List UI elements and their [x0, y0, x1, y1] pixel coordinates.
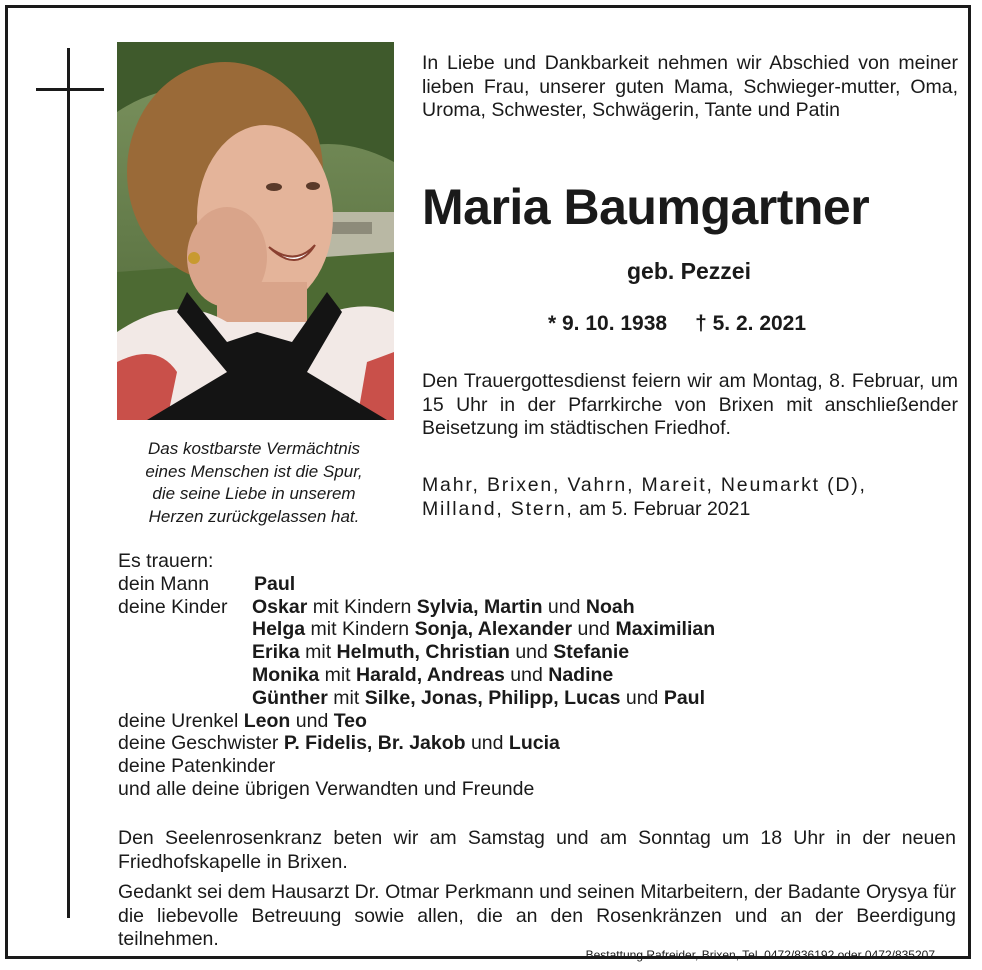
cross-vertical-bar: [67, 48, 70, 918]
portrait-photo: [117, 42, 394, 420]
places-line-2: Milland, Stern, am 5. Februar 2021: [422, 497, 751, 520]
quote-line: Herzen zurückgelassen hat.: [148, 506, 360, 526]
mourner-others: und alle deine übrigen Verwandten und Freunde: [118, 777, 535, 800]
acknowledgements: Gedankt sei dem Hausarzt Dr. Otmar Perkmann und seinen Mitarbeitern, der Badante Orysya für die liebevolle Betreuung sowie allen, die an den Rosenkränzen und an der Beerdigung teilnehmen.: [118, 881, 956, 950]
farewell-intro: In Liebe und Dankbarkeit nehmen wir Abschied von meiner lieben Frau, unserer guten Mama, Schwieger-mutter, Oma, Uroma, Schwester, Schwägerin, Tante und Patin: [422, 52, 958, 121]
mourner-siblings: deine Geschwister P. Fidelis, Br. Jakob und Lucia: [118, 732, 560, 755]
mourner-child: Günther mit Silke, Jonas, Philipp, Lucas und Paul: [252, 686, 705, 709]
rosary-info: Den Seelenrosenkranz beten wir am Samstag und am Sonntag um 18 Uhr in der neuen Friedhofskapelle in Brixen.: [118, 827, 956, 873]
birth-name: geb. Pezzei: [627, 258, 751, 284]
cross-horizontal-bar: [36, 88, 104, 91]
mourners-list: [118, 550, 938, 801]
death-date: † 5. 2. 2021: [695, 312, 807, 335]
mourner-child: Erika mit Helmuth, Christian und Stefanie: [252, 641, 630, 664]
mourner-child: Monika mit Harald, Andreas und Nadine: [252, 663, 614, 686]
mourner-child: Helga mit Kindern Sonja, Alexander und Maximilian: [252, 618, 716, 641]
mourner-children: deine Kinder Oskar mit Kindern Sylvia, Martin und Noah: [118, 595, 635, 618]
quote-line: eines Menschen ist die Spur,: [145, 461, 363, 481]
deceased-name: Maria Baumgartner: [422, 179, 870, 235]
obituary-frame: [5, 5, 971, 962]
funeral-home-footer: Bestattung Rafreider, Brixen, Tel. 0472/836192 oder 0472/835207: [585, 948, 935, 962]
mourner-husband: dein Mann Paul: [118, 572, 296, 595]
funeral-service-info: Den Trauergottesdienst feiern wir am Montag, 8. Februar, um 15 Uhr in der Pfarrkirche von Brixen mit anschließender Beisetzung im städtischen Friedhof.: [422, 370, 958, 439]
mourners-heading: Es trauern:: [118, 550, 214, 572]
quote-line: die seine Liebe in unserem: [152, 484, 356, 503]
place-and-date: [422, 474, 958, 521]
places-line: Mahr, Brixen, Vahrn, Mareit, Neumarkt (D),: [422, 474, 867, 496]
birth-date: * 9. 10. 1938: [548, 312, 668, 335]
mourner-great-grandchildren: deine Urenkel Leon und Teo: [118, 709, 367, 732]
quote-line: Das kostbarste Vermächtnis: [148, 439, 360, 458]
mourner-godchildren: deine Patenkinder: [118, 755, 276, 778]
life-dates: [548, 312, 806, 336]
memorial-quote: [120, 438, 388, 528]
